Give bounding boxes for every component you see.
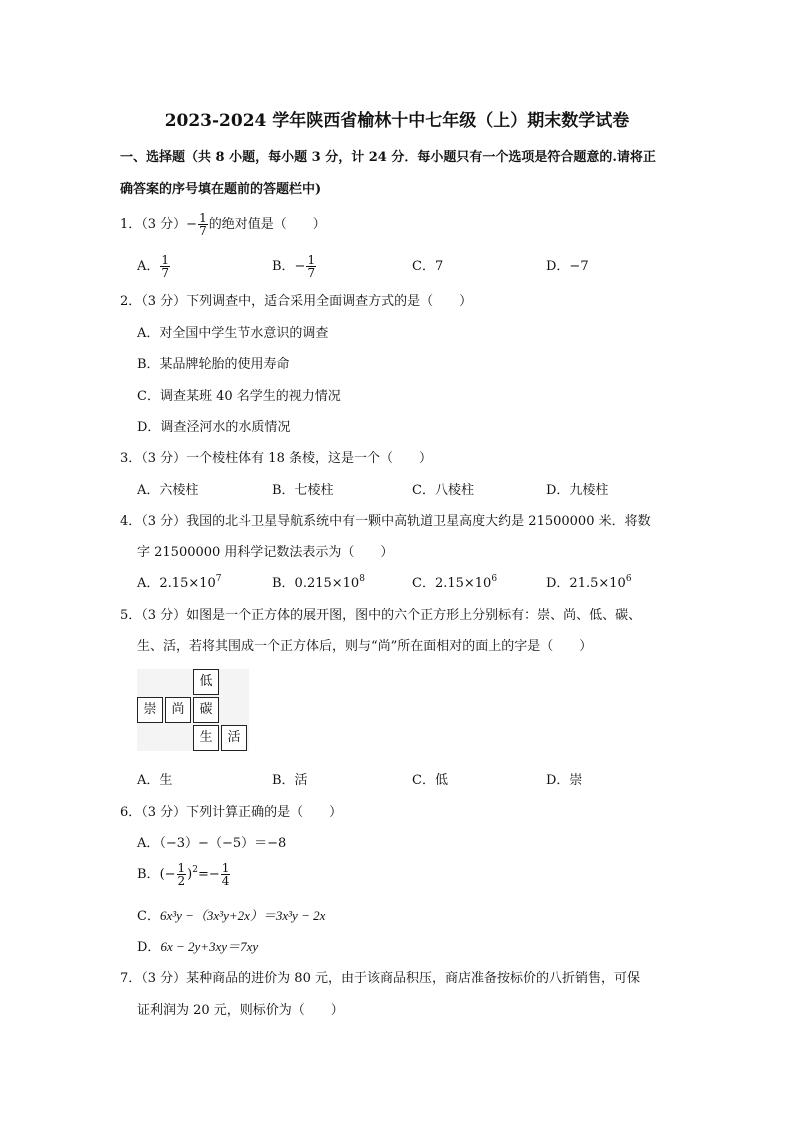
q3-option-a: A．六棱柱 xyxy=(137,483,199,498)
q1-option-a-num: 1 xyxy=(161,253,170,267)
q2-option-c: C．调查某班 40 名学生的视力情况 xyxy=(137,389,341,404)
q6-option-b-num: 1 xyxy=(177,861,186,875)
q1-option-a-fraction xyxy=(160,254,170,279)
q6-option-a: A．（−3）−（−5）＝−8 xyxy=(137,836,287,851)
q5-option-a: A．生 xyxy=(137,773,173,788)
q6-option-d xyxy=(137,936,258,955)
q6-option-b-exp: 2 xyxy=(192,865,198,875)
q4-option-b xyxy=(272,572,365,591)
q6-option-b-result-den: 4 xyxy=(221,874,230,888)
q1-option-d: D．−7 xyxy=(546,259,589,274)
q5-option-d: D．崇 xyxy=(546,773,583,788)
q1-frac-den: 7 xyxy=(199,224,207,238)
q4-option-a xyxy=(137,572,222,591)
question-5-line1: 5．（3 分）如图是一个正方体的展开图，图中的六个正方形上分别标有：崇、尚、低、碳、 xyxy=(120,608,642,623)
q1-frac-num: 1 xyxy=(199,211,207,225)
q3-option-b: B．七棱柱 xyxy=(272,483,334,498)
q1-prefix: 1．（3 分）− xyxy=(120,217,198,232)
q4-option-a-base: A．2.15×10 xyxy=(137,576,216,591)
q2-option-b: B．某品牌轮胎的使用寿命 xyxy=(137,357,290,372)
net-cell-mid-left: 尚 xyxy=(165,697,191,723)
q6-option-b-result-num: 1 xyxy=(221,861,230,875)
q1-option-a-den: 7 xyxy=(161,266,170,280)
question-4-line2: 字 21500000 用科学记数法表示为（ ） xyxy=(137,545,394,560)
section-heading-line1: 一、选择题（共 8 小题，每小题 3 分，计 24 分．每小题只有一个选项是符合题意的.请将正 xyxy=(120,150,656,165)
question-3-stem: 3．（3 分）一个棱柱体有 18 条棱，这是一个（ ） xyxy=(120,451,432,466)
q1-option-b-num: 1 xyxy=(307,253,316,267)
q4-option-c-exp: 6 xyxy=(491,574,498,584)
net-cell-mid: 碳 xyxy=(193,697,219,723)
q6-option-c xyxy=(137,905,325,924)
q1-option-b xyxy=(272,254,317,279)
q6-option-b-label: B． xyxy=(137,867,160,882)
q6-option-b xyxy=(137,862,231,887)
q4-option-b-base: B．0.215×10 xyxy=(272,576,360,591)
q1-option-a-label: A． xyxy=(137,259,160,274)
q1-option-b-label: B．− xyxy=(272,259,306,274)
q6-option-b-result-fraction xyxy=(221,862,231,887)
question-5-line2: 生、活，若将其围成一个正方体后，则与“尚”所在面相对的面上的字是（ ） xyxy=(137,639,593,654)
net-cell-left: 崇 xyxy=(137,697,163,723)
page-title: 2023-2024 学年陕西省榆林十中七年级（上）期末数学试卷 xyxy=(164,111,630,131)
net-cell-bottom: 生 xyxy=(193,725,219,751)
q3-option-c: C．八棱柱 xyxy=(412,483,474,498)
question-7-line2: 证利润为 20 元，则标价为（ ） xyxy=(137,1003,344,1018)
question-4-line1: 4．（3 分）我国的北斗卫星导航系统中有一颗中高轨道卫星高度大约是 21500000 米．将数 xyxy=(120,514,651,529)
q6-option-c-label: C． xyxy=(137,909,160,924)
q4-option-c xyxy=(412,572,497,591)
q1-option-b-fraction xyxy=(306,254,316,279)
q1-suffix: 的绝对值是（ ） xyxy=(208,217,326,232)
q1-option-a xyxy=(137,254,171,279)
q1-option-b-den: 7 xyxy=(307,266,316,280)
q4-option-d-base: D．21.5×10 xyxy=(546,576,626,591)
cube-net-figure xyxy=(137,669,249,751)
net-cell-bottom-right: 活 xyxy=(221,725,247,751)
q1-fraction xyxy=(198,212,208,237)
q4-option-b-exp: 8 xyxy=(359,574,365,584)
q4-option-d-exp: 6 xyxy=(625,574,632,584)
question-1-stem xyxy=(120,212,326,237)
q4-option-d xyxy=(546,572,632,591)
q4-option-c-base: C．2.15×10 xyxy=(412,576,492,591)
q2-option-a: A．对全国中学生节水意识的调查 xyxy=(137,326,329,341)
q1-option-c: C．7 xyxy=(412,259,444,274)
q6-option-b-lparen: (− xyxy=(159,867,176,882)
q6-option-b-rparen: ) xyxy=(187,867,193,882)
net-cell-top: 低 xyxy=(193,669,219,695)
q5-option-b: B．活 xyxy=(272,773,308,788)
q6-option-b-fraction xyxy=(177,862,187,887)
question-6-stem: 6．（3 分）下列计算正确的是（ ） xyxy=(120,805,343,820)
q6-option-b-equals: =− xyxy=(197,867,220,882)
q6-option-b-den: 2 xyxy=(177,874,186,888)
question-2-stem: 2．（3 分）下列调查中，适合采用全面调查方式的是（ ） xyxy=(120,294,473,309)
question-7-line1: 7．（3 分）某种商品的进价为 80 元，由于该商品积压，商店准备按标价的八折销售，可保 xyxy=(120,971,640,986)
section-heading-line2: 确答案的序号填在题前的答题栏中) xyxy=(120,182,322,197)
q3-option-d: D．九棱柱 xyxy=(546,483,609,498)
q6-option-d-expr: 6x − 2y+3xy＝7xy xyxy=(160,939,259,954)
q4-option-a-exp: 7 xyxy=(215,574,222,584)
q6-option-c-expr: 6x³y −（3x³y+2x）＝3x³y − 2x xyxy=(159,908,326,923)
q5-option-c: C．低 xyxy=(412,773,448,788)
q6-option-d-label: D． xyxy=(137,940,161,955)
q2-option-d: D．调查泾河水的水质情况 xyxy=(137,420,291,435)
